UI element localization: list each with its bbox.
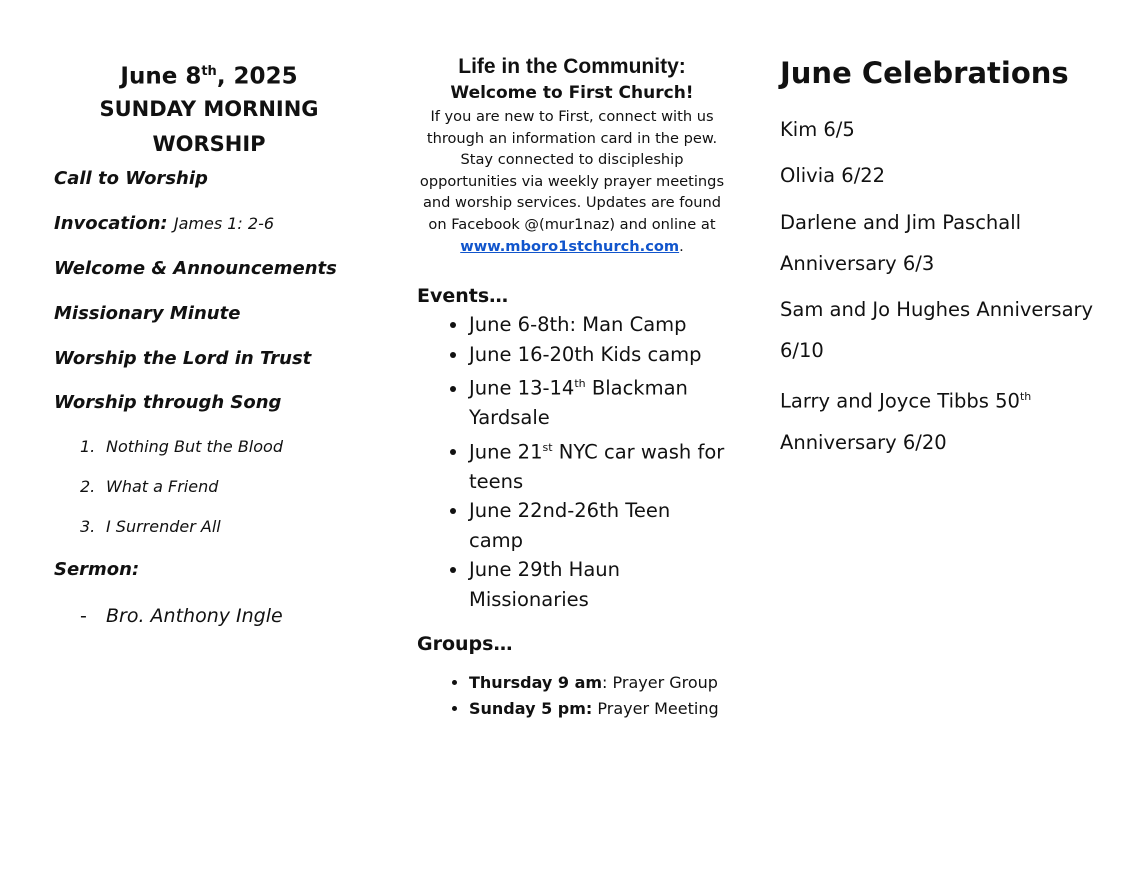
celebration-item: Olivia 6/22	[780, 164, 886, 187]
event-item: • June 21st NYC car wash for teens	[469, 433, 729, 497]
invocation: Invocation: James 1: 2-6	[54, 213, 275, 234]
sermon-speaker: - Bro. Anthony Ingle	[80, 605, 283, 627]
invocation-reference: James 1: 2-6	[173, 214, 275, 233]
sermon-label: Sermon:	[54, 559, 140, 580]
event-item: • June 13-14th Blackman Yardsale	[469, 369, 729, 433]
welcome-announcements: Welcome & Announcements	[54, 258, 337, 279]
celebrations-title: June Celebrations	[780, 56, 1069, 90]
service-title: SUNDAY MORNING WORSHIP	[99, 97, 319, 156]
group-item: • Sunday 5 pm: Prayer Meeting	[469, 696, 769, 722]
event-item: • June 22nd-26th Teen camp	[469, 496, 729, 555]
worship-through-song: Worship through Song	[54, 392, 282, 413]
group-item: • Thursday 9 am: Prayer Group	[469, 670, 769, 696]
community-title: Life in the Community:	[458, 55, 686, 78]
worship-in-trust: Worship the Lord in Trust	[54, 348, 312, 369]
welcome-title: Welcome to First Church!	[450, 83, 694, 103]
events-list	[439, 310, 729, 614]
song-item: 1. Nothing But the Blood	[80, 437, 283, 456]
service-date: June 8th, 2025	[120, 63, 298, 90]
event-item: • June 16-20th Kids camp	[469, 340, 729, 370]
celebration-item: Kim 6/5	[780, 118, 855, 141]
missionary-minute: Missionary Minute	[54, 303, 241, 324]
groups-list	[439, 670, 769, 722]
groups-heading: Groups…	[417, 633, 513, 655]
song-item: 2. What a Friend	[80, 477, 219, 496]
events-heading: Events…	[417, 285, 509, 307]
welcome-paragraph: If you are new to First, connect with us through an information card in the pew. Stay connected to discipleship opportunities via weekly prayer meetings and worship services. Updates are found on Facebook @(mur1naz) and online at www.mboro1stchurch.com.	[419, 108, 725, 255]
call-to-worship: Call to Worship	[54, 168, 208, 189]
celebration-item: Larry and Joyce Tibbs 50th Anniversary 6/20	[780, 389, 1032, 454]
website-link[interactable]: www.mboro1stchurch.com	[460, 237, 680, 255]
event-item: • June 29th Haun Missionaries	[469, 555, 729, 614]
celebration-item: Darlene and Jim Paschall Anniversary 6/3	[780, 211, 1022, 275]
celebration-item: Sam and Jo Hughes Anniversary 6/10	[780, 298, 1094, 362]
song-item: 3. I Surrender All	[80, 517, 221, 536]
event-item: • June 6-8th: Man Camp	[469, 310, 729, 340]
